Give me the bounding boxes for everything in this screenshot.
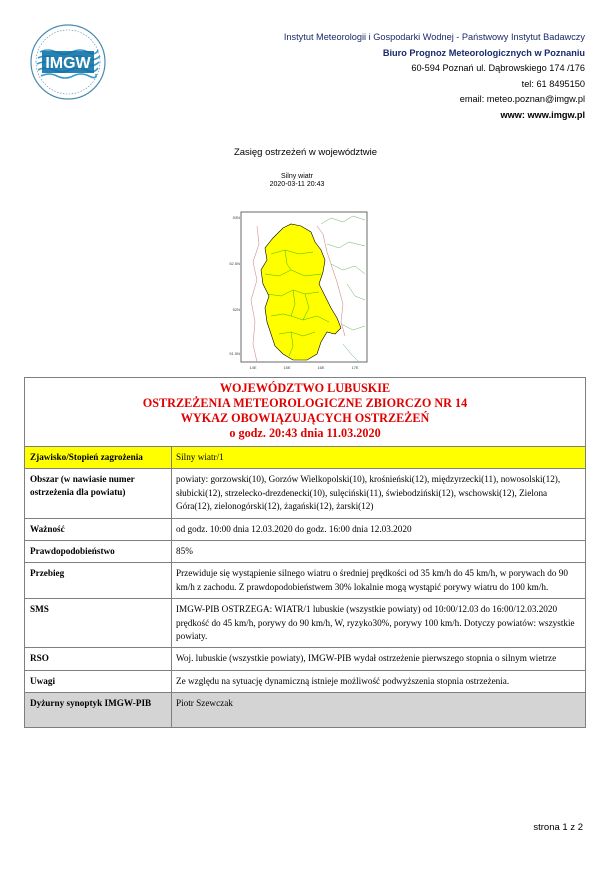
row-value: IMGW-PIB OSTRZEGA: WIATR/1 lubuskie (wszystkie powiaty) od 10:00/12.03 do 16:00/12.03.2020 prędkość do 45 km/h, porywy do 90 km/h, W, ryzyko30%, porywy 100 km/h. Dotyczy powiatów: wszystkie powiaty. bbox=[176, 604, 575, 642]
lat-label: 52N bbox=[232, 307, 240, 312]
map-caption-date: 2020-03-11 20:43 bbox=[269, 181, 325, 188]
warning-title-line: OSTRZEŻENIA METEOROLOGICZNE ZBIORCZO NR 14 bbox=[142, 396, 468, 410]
warning-title-line: WYKAZ OBOWIĄZUJĄCYCH OSTRZEŻEŃ bbox=[180, 411, 430, 425]
lon-label: 17E bbox=[351, 365, 359, 370]
page-number: strona 1 z 2 bbox=[533, 822, 583, 833]
lat-label: 53N bbox=[232, 215, 240, 220]
lon-label: 14E bbox=[249, 365, 257, 370]
row-label: Zjawisko/Stopień zagrożenia bbox=[25, 447, 172, 468]
row-label: Prawdopodobieństwo bbox=[25, 541, 172, 562]
row-label: SMS bbox=[25, 599, 172, 647]
institute-name: Instytut Meteorologii i Gospodarki Wodnej - Państwowy Instytut Badawczy bbox=[283, 32, 585, 42]
svg-text:IMGW: IMGW bbox=[45, 55, 91, 72]
row-label: Uwagi bbox=[25, 671, 172, 692]
row-waznosc bbox=[25, 519, 585, 541]
warning-title-line: o godz. 20:43 dnia 11.03.2020 bbox=[229, 426, 381, 440]
warning-map bbox=[231, 204, 371, 371]
warning-title-line: WOJEWÓDZTWO LUBUSKIE bbox=[219, 381, 391, 395]
row-value: od godz. 10:00 dnia 12.03.2020 do godz. 16:00 dnia 12.03.2020 bbox=[176, 523, 412, 534]
row-label: Obszar (w nawiasie numer ostrzeżenia dla powiatu) bbox=[25, 469, 172, 517]
row-label: Dyżurny synoptyk IMGW-PIB bbox=[25, 693, 172, 727]
header-contact bbox=[284, 30, 585, 124]
doc-title: Zasięg ostrzeżeń w województwie bbox=[233, 147, 378, 158]
warning-table bbox=[24, 377, 586, 728]
row-label: Ważność bbox=[25, 519, 172, 540]
lon-label: 15E bbox=[283, 365, 291, 370]
lon-label: 16E bbox=[317, 365, 325, 370]
website: www: www.imgw.pl bbox=[500, 109, 585, 120]
warning-title bbox=[25, 378, 585, 447]
row-obszar bbox=[25, 469, 585, 518]
row-value: Woj. lubuskie (wszystkie powiaty), IMGW-PIB wydał ostrzeżenie pierwszego stopnia o silnym wietrze bbox=[176, 653, 557, 664]
row-value: Silny wiatr/1 bbox=[176, 452, 224, 462]
email: email: meteo.poznan@imgw.pl bbox=[459, 94, 585, 105]
address: 60-594 Poznań ul. Dąbrowskiego 174 /176 bbox=[411, 63, 585, 74]
phone: tel: 61 8495150 bbox=[521, 78, 585, 89]
row-uwagi bbox=[25, 671, 585, 693]
row-przebieg bbox=[25, 563, 585, 599]
map-caption-phenomenon: Silny wiatr bbox=[281, 173, 313, 180]
row-dyzurny bbox=[25, 693, 585, 727]
row-label: Przebieg bbox=[25, 563, 172, 598]
row-value: Piotr Szewczak bbox=[176, 698, 233, 709]
row-sms bbox=[25, 599, 585, 648]
row-value: 85% bbox=[176, 546, 193, 557]
row-prawdopodobienstwo bbox=[25, 541, 585, 563]
lat-label: 52.5N bbox=[229, 261, 240, 266]
bureau-name: Biuro Prognoz Meteorologicznych w Poznaniu bbox=[382, 47, 585, 58]
row-rso bbox=[25, 648, 585, 670]
imgw-logo bbox=[28, 22, 108, 102]
row-value: powiaty: gorzowski(10), Gorzów Wielkopolski(10), krośnieński(12), międzyrzecki(11), nowosolski(12), słubicki(12), strzelecko-drezdenecki(10), sulęciński(11), świebodziński(12), wschowski(12), Zielona Góra(12), zielonogórski(12), żagański(12), żarski(12) bbox=[176, 474, 561, 512]
map-caption bbox=[243, 173, 351, 189]
row-label: RSO bbox=[25, 648, 172, 669]
lat-label: 51.5N bbox=[229, 351, 240, 356]
row-zjawisko bbox=[25, 447, 585, 469]
row-value: Ze względu na sytuację dynamiczną istnieje możliwość podwyższenia stopnia ostrzeżenia. bbox=[176, 675, 510, 686]
row-value: Przewiduje się wystąpienie silnego wiatru o średniej prędkości od 35 km/h do 45 km/h, w porywach do 90 km/h z zachodu. Z prawdopodobieństwem 30% lokalnie mogą wystąpić porywy wiatru do 100 km/h. bbox=[176, 568, 568, 592]
